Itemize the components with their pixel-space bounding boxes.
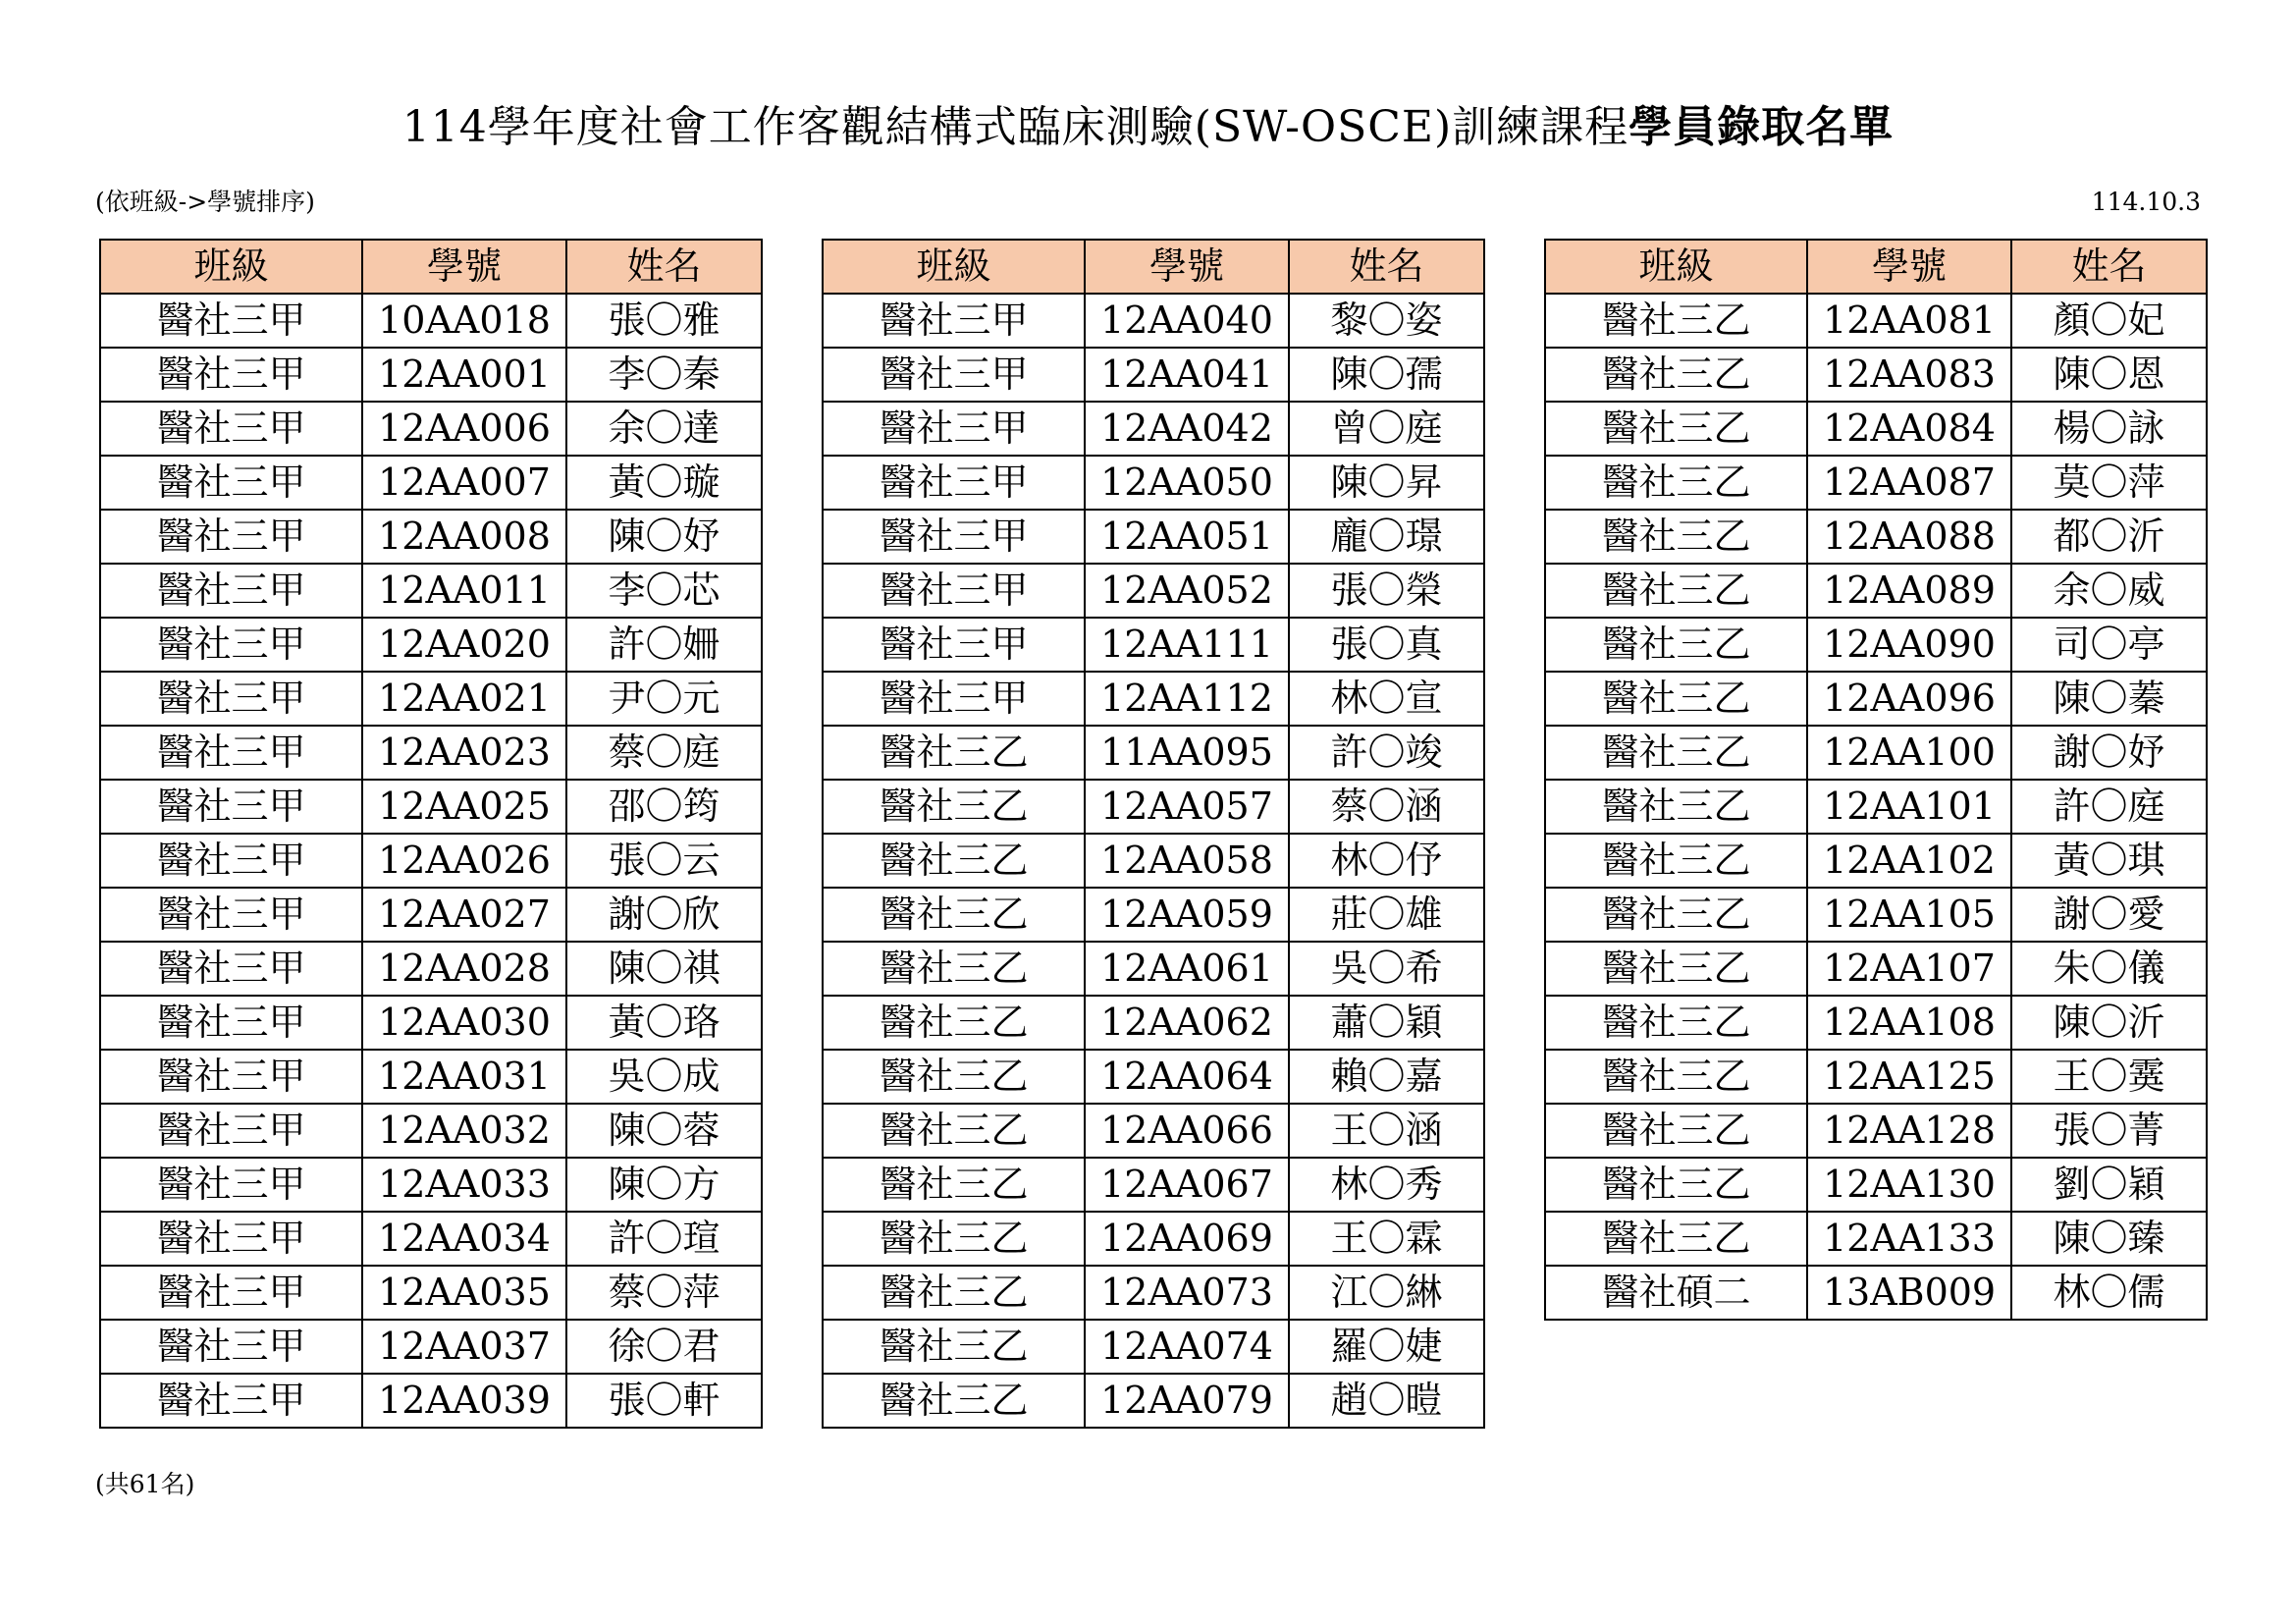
table-row bbox=[1545, 618, 2207, 672]
header-class: 班級 bbox=[823, 240, 1085, 294]
cell-name: 林〇伃 bbox=[1289, 834, 1484, 888]
table-row bbox=[1545, 1104, 2207, 1158]
cell-name: 林〇宣 bbox=[1289, 672, 1484, 726]
table-row bbox=[823, 1158, 1484, 1212]
cell-name: 朱〇儀 bbox=[2011, 942, 2207, 996]
cell-class: 醫社三乙 bbox=[1545, 1158, 1807, 1212]
cell-name: 許〇瑄 bbox=[566, 1212, 762, 1266]
table-row bbox=[100, 672, 762, 726]
cell-name: 莫〇萍 bbox=[2011, 456, 2207, 510]
table-row bbox=[100, 1050, 762, 1104]
cell-class: 醫社三乙 bbox=[823, 1158, 1085, 1212]
cell-student-id: 10AA018 bbox=[362, 294, 566, 348]
cell-class: 醫社碩二 bbox=[1545, 1266, 1807, 1320]
cell-name: 張〇雅 bbox=[566, 294, 762, 348]
cell-name: 陳〇恩 bbox=[2011, 348, 2207, 402]
cell-student-id: 12AA088 bbox=[1807, 510, 2011, 564]
cell-student-id: 12AA079 bbox=[1085, 1374, 1289, 1428]
table-row bbox=[823, 456, 1484, 510]
cell-name: 謝〇愛 bbox=[2011, 888, 2207, 942]
cell-class: 醫社三甲 bbox=[100, 780, 362, 834]
cell-student-id: 12AA026 bbox=[362, 834, 566, 888]
table-row bbox=[100, 294, 762, 348]
cell-class: 醫社三乙 bbox=[1545, 618, 1807, 672]
cell-class: 醫社三甲 bbox=[823, 510, 1085, 564]
header-row bbox=[100, 240, 762, 294]
table-row bbox=[1545, 564, 2207, 618]
cell-class: 醫社三甲 bbox=[100, 996, 362, 1050]
cell-student-id: 12AA006 bbox=[362, 402, 566, 456]
cell-name: 楊〇詠 bbox=[2011, 402, 2207, 456]
cell-class: 醫社三乙 bbox=[1545, 1212, 1807, 1266]
cell-class: 醫社三乙 bbox=[1545, 348, 1807, 402]
cell-student-id: 12AA059 bbox=[1085, 888, 1289, 942]
table-row bbox=[823, 942, 1484, 996]
table-row bbox=[823, 294, 1484, 348]
table-row bbox=[100, 1212, 762, 1266]
cell-name: 黃〇璇 bbox=[566, 456, 762, 510]
cell-student-id: 12AA052 bbox=[1085, 564, 1289, 618]
cell-class: 醫社三乙 bbox=[823, 1212, 1085, 1266]
cell-name: 陳〇沂 bbox=[2011, 996, 2207, 1050]
title-emphasis: 學員錄取名單 bbox=[1629, 102, 1895, 152]
cell-name: 蕭〇穎 bbox=[1289, 996, 1484, 1050]
cell-student-id: 12AA058 bbox=[1085, 834, 1289, 888]
cell-class: 醫社三乙 bbox=[823, 1050, 1085, 1104]
table-row bbox=[100, 510, 762, 564]
cell-name: 賴〇嘉 bbox=[1289, 1050, 1484, 1104]
table-row bbox=[823, 1212, 1484, 1266]
cell-class: 醫社三甲 bbox=[100, 726, 362, 780]
cell-class: 醫社三乙 bbox=[823, 1266, 1085, 1320]
cell-name: 張〇菁 bbox=[2011, 1104, 2207, 1158]
cell-student-id: 12AA039 bbox=[362, 1374, 566, 1428]
cell-student-id: 12AA023 bbox=[362, 726, 566, 780]
cell-class: 醫社三乙 bbox=[1545, 564, 1807, 618]
cell-class: 醫社三乙 bbox=[823, 996, 1085, 1050]
cell-class: 醫社三乙 bbox=[1545, 294, 1807, 348]
table-row bbox=[1545, 834, 2207, 888]
table-row bbox=[823, 1104, 1484, 1158]
cell-name: 林〇秀 bbox=[1289, 1158, 1484, 1212]
table-row bbox=[1545, 780, 2207, 834]
table-row bbox=[823, 1050, 1484, 1104]
cell-student-id: 12AA105 bbox=[1807, 888, 2011, 942]
cell-class: 醫社三甲 bbox=[100, 510, 362, 564]
table-row bbox=[1545, 888, 2207, 942]
cell-class: 醫社三甲 bbox=[100, 834, 362, 888]
roster-table-1 bbox=[99, 239, 763, 1429]
cell-name: 陳〇祺 bbox=[566, 942, 762, 996]
table-row bbox=[823, 780, 1484, 834]
table-row bbox=[1545, 996, 2207, 1050]
cell-student-id: 12AA112 bbox=[1085, 672, 1289, 726]
table-row bbox=[823, 348, 1484, 402]
title-main: 114學年度社會工作客觀結構式臨床測驗(SW-OSCE)訓練課程 bbox=[401, 102, 1629, 152]
cell-student-id: 12AA089 bbox=[1807, 564, 2011, 618]
table-row bbox=[1545, 348, 2207, 402]
cell-class: 醫社三甲 bbox=[823, 618, 1085, 672]
cell-class: 醫社三乙 bbox=[823, 834, 1085, 888]
cell-class: 醫社三乙 bbox=[1545, 888, 1807, 942]
cell-student-id: 12AA102 bbox=[1807, 834, 2011, 888]
cell-name: 江〇綝 bbox=[1289, 1266, 1484, 1320]
cell-name: 蔡〇庭 bbox=[566, 726, 762, 780]
cell-name: 莊〇雄 bbox=[1289, 888, 1484, 942]
cell-student-id: 12AA133 bbox=[1807, 1212, 2011, 1266]
cell-student-id: 12AA108 bbox=[1807, 996, 2011, 1050]
table-row bbox=[1545, 294, 2207, 348]
cell-name: 謝〇欣 bbox=[566, 888, 762, 942]
cell-name: 蔡〇涵 bbox=[1289, 780, 1484, 834]
cell-student-id: 12AA081 bbox=[1807, 294, 2011, 348]
table-row bbox=[823, 888, 1484, 942]
table-row bbox=[100, 618, 762, 672]
header-student-id: 學號 bbox=[362, 240, 566, 294]
cell-class: 醫社三甲 bbox=[823, 402, 1085, 456]
page-title bbox=[0, 98, 2296, 157]
table-row bbox=[100, 1320, 762, 1374]
header-name: 姓名 bbox=[566, 240, 762, 294]
cell-student-id: 12AA125 bbox=[1807, 1050, 2011, 1104]
header-class: 班級 bbox=[100, 240, 362, 294]
table-row bbox=[100, 348, 762, 402]
table-row bbox=[1545, 456, 2207, 510]
table-row bbox=[100, 1104, 762, 1158]
cell-student-id: 12AA090 bbox=[1807, 618, 2011, 672]
table-row bbox=[100, 1374, 762, 1428]
header-student-id: 學號 bbox=[1085, 240, 1289, 294]
cell-class: 醫社三甲 bbox=[823, 672, 1085, 726]
header-student-id: 學號 bbox=[1807, 240, 2011, 294]
cell-student-id: 12AA011 bbox=[362, 564, 566, 618]
cell-student-id: 12AA066 bbox=[1085, 1104, 1289, 1158]
table-row bbox=[100, 402, 762, 456]
cell-student-id: 12AA025 bbox=[362, 780, 566, 834]
cell-name: 龐〇璟 bbox=[1289, 510, 1484, 564]
table-row bbox=[1545, 1212, 2207, 1266]
cell-class: 醫社三乙 bbox=[823, 726, 1085, 780]
cell-class: 醫社三乙 bbox=[1545, 726, 1807, 780]
cell-student-id: 12AA057 bbox=[1085, 780, 1289, 834]
cell-student-id: 12AA042 bbox=[1085, 402, 1289, 456]
cell-name: 吳〇成 bbox=[566, 1050, 762, 1104]
cell-class: 醫社三甲 bbox=[100, 402, 362, 456]
cell-name: 曾〇庭 bbox=[1289, 402, 1484, 456]
cell-name: 黎〇姿 bbox=[1289, 294, 1484, 348]
cell-student-id: 11AA095 bbox=[1085, 726, 1289, 780]
cell-class: 醫社三乙 bbox=[823, 780, 1085, 834]
cell-name: 李〇芯 bbox=[566, 564, 762, 618]
table-row bbox=[823, 726, 1484, 780]
cell-class: 醫社三甲 bbox=[100, 1212, 362, 1266]
cell-student-id: 13AB009 bbox=[1807, 1266, 2011, 1320]
cell-name: 陳〇蓁 bbox=[2011, 672, 2207, 726]
table-row bbox=[823, 564, 1484, 618]
table-row bbox=[823, 996, 1484, 1050]
cell-name: 林〇儒 bbox=[2011, 1266, 2207, 1320]
table-row bbox=[100, 456, 762, 510]
cell-student-id: 12AA034 bbox=[362, 1212, 566, 1266]
cell-class: 醫社三乙 bbox=[1545, 672, 1807, 726]
cell-name: 黃〇琪 bbox=[2011, 834, 2207, 888]
cell-name: 邵〇筠 bbox=[566, 780, 762, 834]
cell-name: 李〇秦 bbox=[566, 348, 762, 402]
cell-student-id: 12AA033 bbox=[362, 1158, 566, 1212]
cell-class: 醫社三甲 bbox=[823, 456, 1085, 510]
header-name: 姓名 bbox=[2011, 240, 2207, 294]
header-row bbox=[1545, 240, 2207, 294]
cell-student-id: 12AA032 bbox=[362, 1104, 566, 1158]
cell-name: 羅〇婕 bbox=[1289, 1320, 1484, 1374]
table-row bbox=[100, 564, 762, 618]
cell-student-id: 12AA040 bbox=[1085, 294, 1289, 348]
table-row bbox=[1545, 402, 2207, 456]
cell-name: 陳〇臻 bbox=[2011, 1212, 2207, 1266]
roster-table-3 bbox=[1544, 239, 2208, 1321]
cell-student-id: 12AA001 bbox=[362, 348, 566, 402]
cell-student-id: 12AA100 bbox=[1807, 726, 2011, 780]
cell-student-id: 12AA041 bbox=[1085, 348, 1289, 402]
table-row bbox=[823, 510, 1484, 564]
table-row bbox=[823, 1320, 1484, 1374]
cell-name: 蔡〇萍 bbox=[566, 1266, 762, 1320]
sort-note: (依班級->學號排序) bbox=[95, 188, 315, 216]
cell-name: 張〇云 bbox=[566, 834, 762, 888]
cell-student-id: 12AA030 bbox=[362, 996, 566, 1050]
table-row bbox=[1545, 510, 2207, 564]
cell-student-id: 12AA028 bbox=[362, 942, 566, 996]
cell-class: 醫社三甲 bbox=[823, 294, 1085, 348]
total-count-note: (共61名) bbox=[95, 1470, 195, 1498]
cell-student-id: 12AA073 bbox=[1085, 1266, 1289, 1320]
cell-class: 醫社三乙 bbox=[823, 888, 1085, 942]
cell-class: 醫社三乙 bbox=[1545, 456, 1807, 510]
cell-class: 醫社三甲 bbox=[100, 618, 362, 672]
table-row bbox=[100, 942, 762, 996]
cell-name: 陳〇妤 bbox=[566, 510, 762, 564]
table-row bbox=[823, 402, 1484, 456]
cell-student-id: 12AA031 bbox=[362, 1050, 566, 1104]
cell-student-id: 12AA084 bbox=[1807, 402, 2011, 456]
cell-class: 醫社三甲 bbox=[823, 564, 1085, 618]
cell-class: 醫社三乙 bbox=[1545, 996, 1807, 1050]
cell-name: 許〇姍 bbox=[566, 618, 762, 672]
cell-student-id: 12AA130 bbox=[1807, 1158, 2011, 1212]
cell-class: 醫社三乙 bbox=[823, 1320, 1085, 1374]
cell-name: 都〇沂 bbox=[2011, 510, 2207, 564]
cell-student-id: 12AA101 bbox=[1807, 780, 2011, 834]
table-row bbox=[1545, 942, 2207, 996]
cell-class: 醫社三乙 bbox=[823, 942, 1085, 996]
cell-name: 尹〇元 bbox=[566, 672, 762, 726]
cell-student-id: 12AA096 bbox=[1807, 672, 2011, 726]
cell-name: 陳〇方 bbox=[566, 1158, 762, 1212]
cell-name: 王〇霙 bbox=[2011, 1050, 2207, 1104]
table-row bbox=[1545, 1266, 2207, 1320]
cell-student-id: 12AA035 bbox=[362, 1266, 566, 1320]
cell-student-id: 12AA050 bbox=[1085, 456, 1289, 510]
cell-student-id: 12AA069 bbox=[1085, 1212, 1289, 1266]
table-row bbox=[100, 888, 762, 942]
table-row bbox=[100, 834, 762, 888]
cell-class: 醫社三乙 bbox=[1545, 1104, 1807, 1158]
header-row bbox=[823, 240, 1484, 294]
table-row bbox=[1545, 1050, 2207, 1104]
cell-class: 醫社三甲 bbox=[100, 456, 362, 510]
cell-name: 徐〇君 bbox=[566, 1320, 762, 1374]
cell-class: 醫社三乙 bbox=[1545, 834, 1807, 888]
header-class: 班級 bbox=[1545, 240, 1807, 294]
cell-student-id: 12AA051 bbox=[1085, 510, 1289, 564]
cell-student-id: 12AA067 bbox=[1085, 1158, 1289, 1212]
cell-student-id: 12AA111 bbox=[1085, 618, 1289, 672]
cell-name: 張〇真 bbox=[1289, 618, 1484, 672]
cell-class: 醫社三乙 bbox=[1545, 942, 1807, 996]
cell-name: 王〇涵 bbox=[1289, 1104, 1484, 1158]
cell-student-id: 12AA021 bbox=[362, 672, 566, 726]
cell-student-id: 12AA083 bbox=[1807, 348, 2011, 402]
cell-name: 司〇亭 bbox=[2011, 618, 2207, 672]
cell-name: 謝〇妤 bbox=[2011, 726, 2207, 780]
table-row bbox=[1545, 672, 2207, 726]
table-row bbox=[823, 672, 1484, 726]
cell-class: 醫社三甲 bbox=[100, 1104, 362, 1158]
table-row bbox=[823, 1374, 1484, 1428]
cell-class: 醫社三甲 bbox=[100, 1374, 362, 1428]
table-row bbox=[100, 996, 762, 1050]
cell-class: 醫社三甲 bbox=[100, 1320, 362, 1374]
cell-class: 醫社三乙 bbox=[823, 1374, 1085, 1428]
cell-class: 醫社三甲 bbox=[823, 348, 1085, 402]
cell-name: 吳〇希 bbox=[1289, 942, 1484, 996]
cell-name: 顏〇妃 bbox=[2011, 294, 2207, 348]
table-row bbox=[100, 1158, 762, 1212]
cell-class: 醫社三甲 bbox=[100, 564, 362, 618]
cell-class: 醫社三乙 bbox=[1545, 780, 1807, 834]
cell-class: 醫社三乙 bbox=[1545, 402, 1807, 456]
cell-student-id: 12AA007 bbox=[362, 456, 566, 510]
cell-student-id: 12AA064 bbox=[1085, 1050, 1289, 1104]
cell-student-id: 12AA037 bbox=[362, 1320, 566, 1374]
cell-name: 余〇威 bbox=[2011, 564, 2207, 618]
header-name: 姓名 bbox=[1289, 240, 1484, 294]
table-row bbox=[100, 726, 762, 780]
cell-name: 張〇榮 bbox=[1289, 564, 1484, 618]
cell-student-id: 12AA061 bbox=[1085, 942, 1289, 996]
cell-student-id: 12AA128 bbox=[1807, 1104, 2011, 1158]
cell-student-id: 12AA020 bbox=[362, 618, 566, 672]
cell-class: 醫社三甲 bbox=[100, 1266, 362, 1320]
cell-class: 醫社三甲 bbox=[100, 294, 362, 348]
cell-name: 陳〇蓉 bbox=[566, 1104, 762, 1158]
cell-class: 醫社三乙 bbox=[1545, 510, 1807, 564]
cell-class: 醫社三乙 bbox=[823, 1104, 1085, 1158]
cell-student-id: 12AA008 bbox=[362, 510, 566, 564]
cell-student-id: 12AA107 bbox=[1807, 942, 2011, 996]
cell-class: 醫社三乙 bbox=[1545, 1050, 1807, 1104]
table-row bbox=[1545, 1158, 2207, 1212]
cell-name: 張〇軒 bbox=[566, 1374, 762, 1428]
cell-class: 醫社三甲 bbox=[100, 888, 362, 942]
table-row bbox=[823, 1266, 1484, 1320]
table-row bbox=[100, 780, 762, 834]
cell-name: 趙〇暟 bbox=[1289, 1374, 1484, 1428]
cell-name: 王〇霖 bbox=[1289, 1212, 1484, 1266]
cell-name: 余〇達 bbox=[566, 402, 762, 456]
cell-class: 醫社三甲 bbox=[100, 1158, 362, 1212]
table-row bbox=[823, 618, 1484, 672]
cell-class: 醫社三甲 bbox=[100, 1050, 362, 1104]
cell-name: 陳〇昇 bbox=[1289, 456, 1484, 510]
cell-student-id: 12AA087 bbox=[1807, 456, 2011, 510]
cell-student-id: 12AA074 bbox=[1085, 1320, 1289, 1374]
table-row bbox=[100, 1266, 762, 1320]
cell-name: 劉〇穎 bbox=[2011, 1158, 2207, 1212]
cell-class: 醫社三甲 bbox=[100, 348, 362, 402]
roster-table-2 bbox=[822, 239, 1485, 1429]
cell-class: 醫社三甲 bbox=[100, 672, 362, 726]
document-date: 114.10.3 bbox=[2091, 188, 2201, 216]
cell-class: 醫社三甲 bbox=[100, 942, 362, 996]
cell-name: 許〇庭 bbox=[2011, 780, 2207, 834]
table-row bbox=[823, 834, 1484, 888]
table-row bbox=[1545, 726, 2207, 780]
cell-name: 陳〇孺 bbox=[1289, 348, 1484, 402]
cell-name: 黃〇珞 bbox=[566, 996, 762, 1050]
cell-name: 許〇竣 bbox=[1289, 726, 1484, 780]
cell-student-id: 12AA027 bbox=[362, 888, 566, 942]
cell-student-id: 12AA062 bbox=[1085, 996, 1289, 1050]
